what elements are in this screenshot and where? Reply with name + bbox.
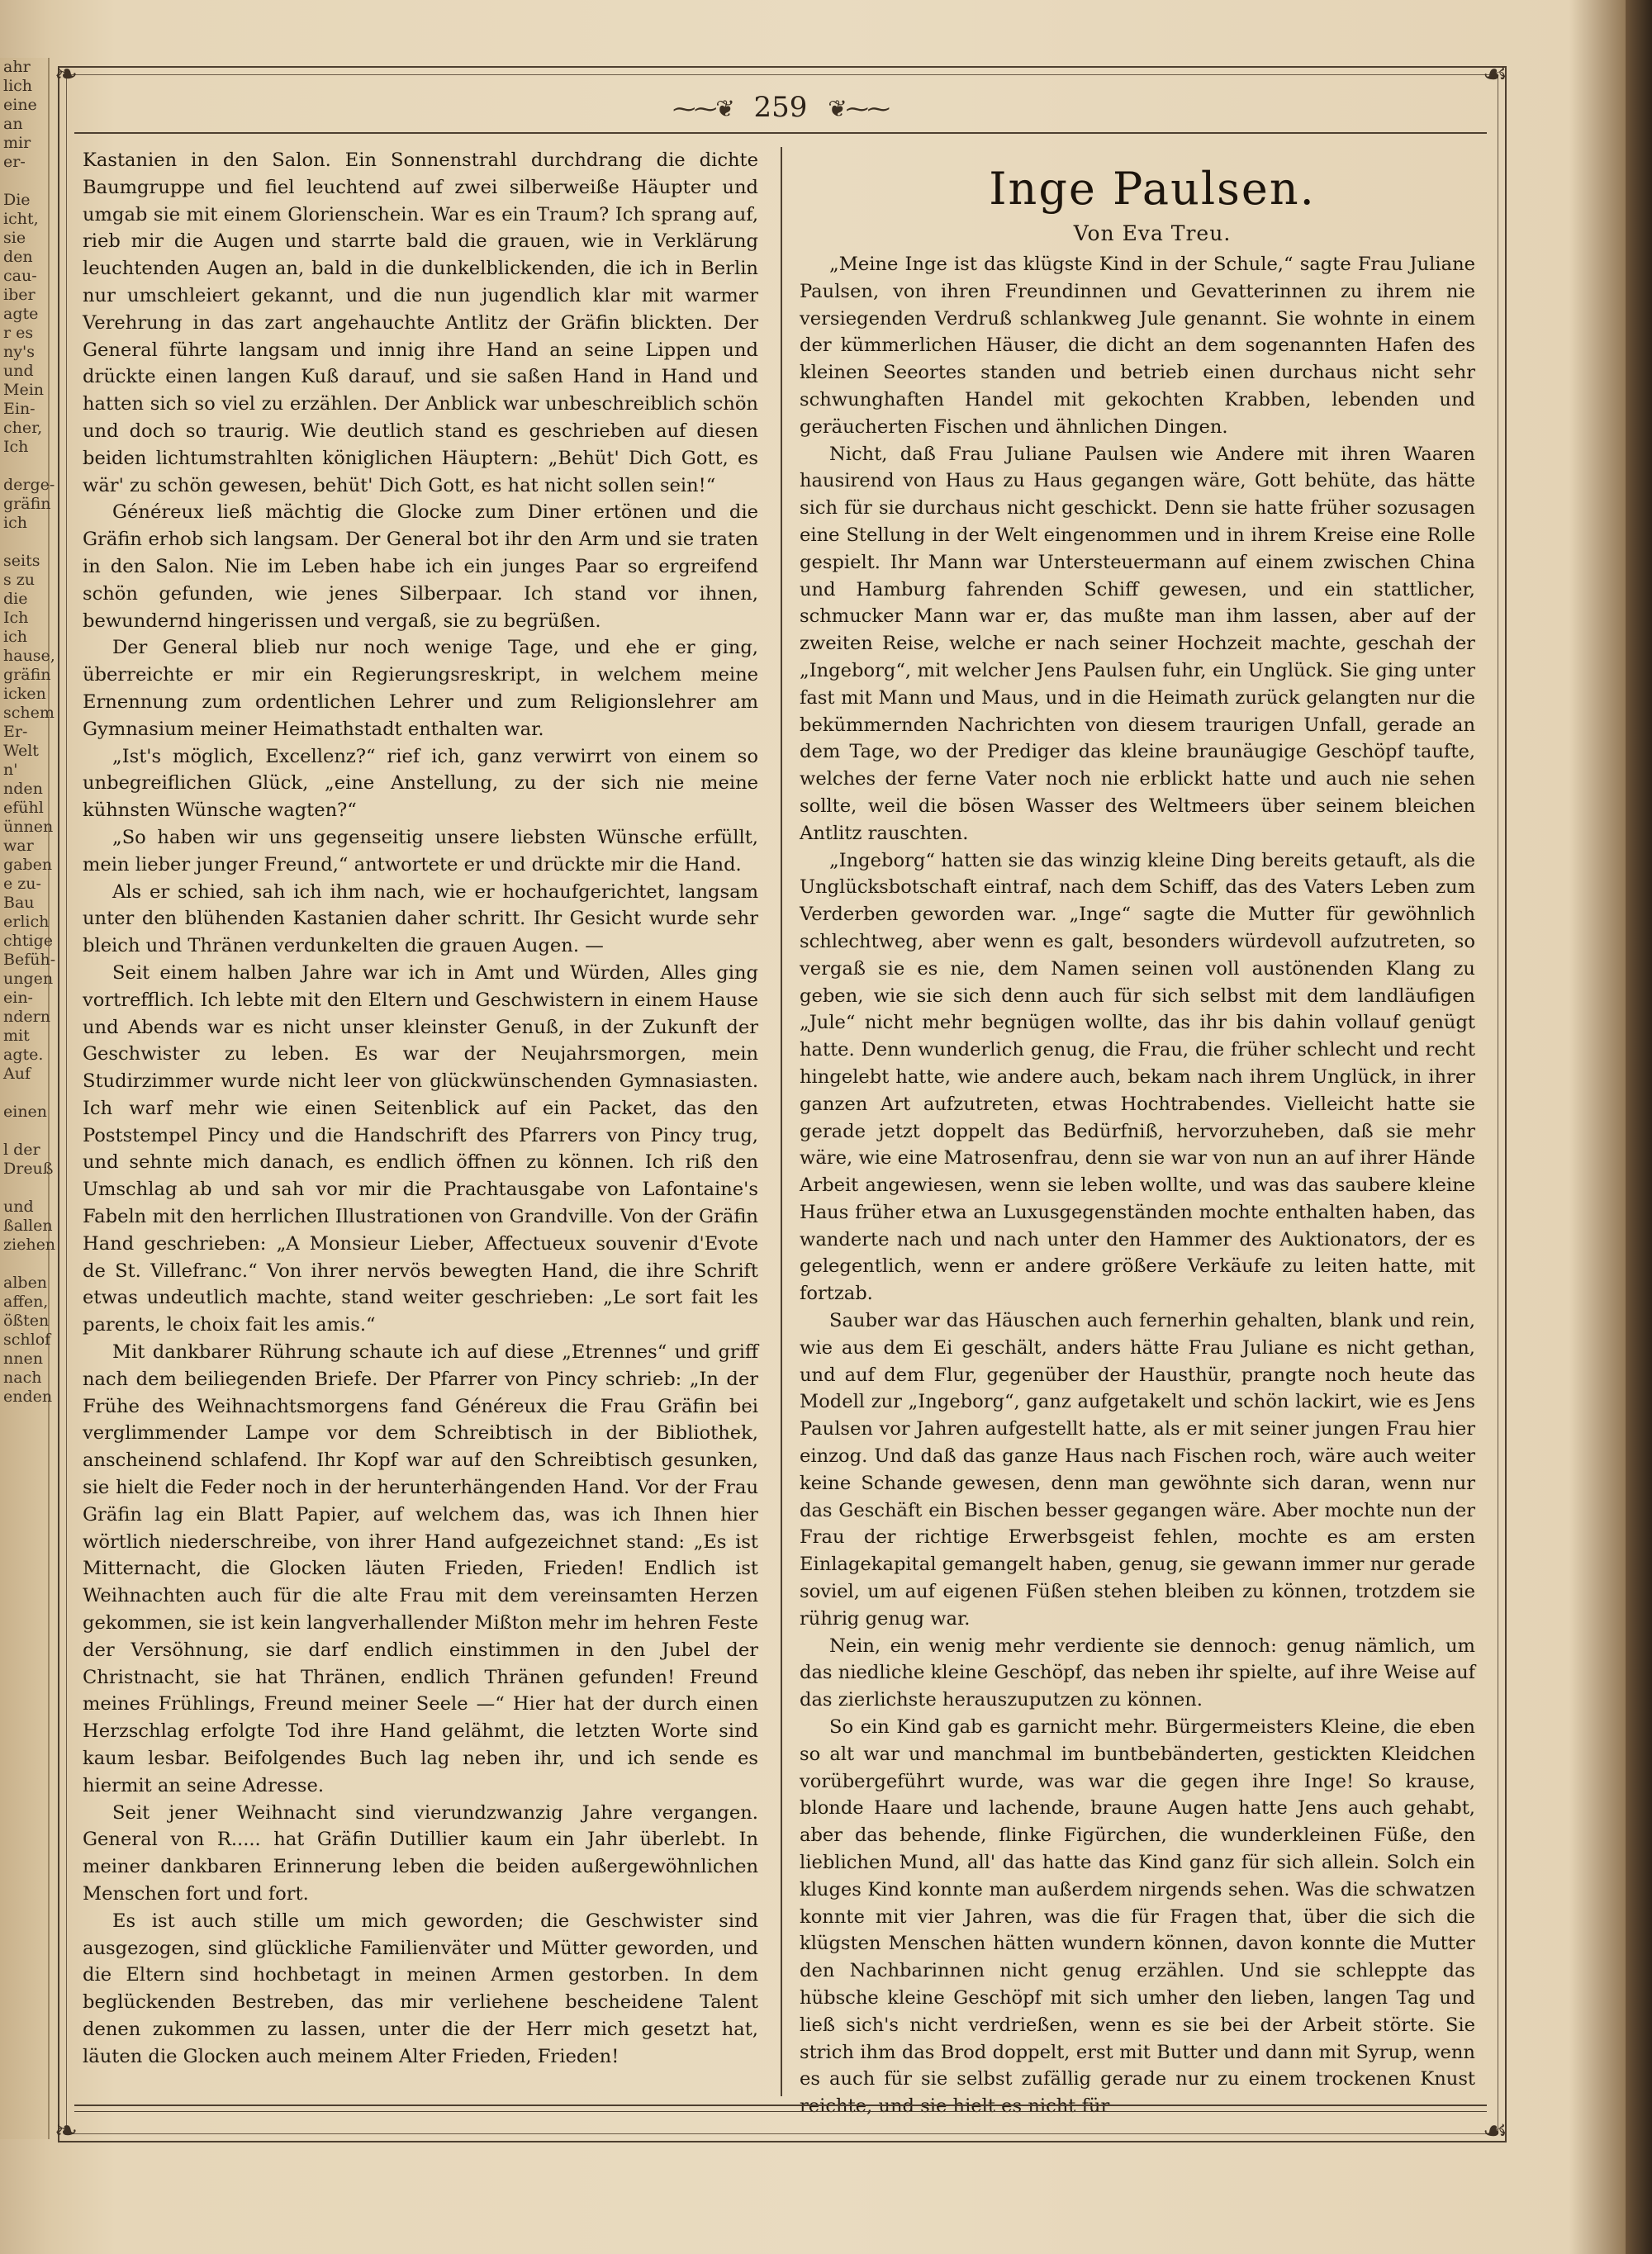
paragraph: Seit einem halben Jahre war ich in Amt und Würden, Alles ging vortrefflich. Ich lebte mit den Eltern und Geschwistern in einem Hause und Abends war es nicht unser kleinster Genuß, in der Zukunft der Geschwister zu leben. Es war der Neujahrsmorgen, mein Studirzimmer wurde nicht leer von glückwünschenden Gymnasiasten. Ich warf mehr wie einen Seitenblick auf ein Packet, das den Poststempel Pincy und die Handschrift des Pfarrers von Pincy trug, und sehnte mich danach, es endlich öffnen zu können. Ich riß den Umschlag ab und sah vor mir die Prachtausgabe von Lafontaine's Fabeln mit den herrlichen Illustrationen von Grandville. Von der Gräfin Hand geschrieben: „A Monsieur Lieber, Affectueux souvenir d'Evote de St. Villefranc.“ Von ihrer nervös bewegten Hand, die ihre Schrift etwas undeutlich machte, stand weiter geschrieben: „Le sort fait les parents, le choix fait les amis.“ xyxy=(83,961,758,1336)
paragraph: „So haben wir uns gegenseitig unsere liebsten Wünsche erfüllt, mein lieber junger Freund,“ antwortete er und drückte mir die Hand. xyxy=(83,826,758,876)
paragraph: Seit jener Weihnacht sind vierundzwanzig Jahre vergangen. General von R..... hat Gräfin Dutillier kaum ein Jahr überlebt. In meiner dankbaren Erinnerung leben die beiden außergewöhnlichen Menschen fort und fort. xyxy=(83,1801,758,1905)
paragraph: Sauber war das Häuschen auch fernerhin gehalten, blank und rein, wie aus dem Ei geschält, anders hätte Frau Juliane es nicht gethan, und auf dem Flur, gegenüber der Hausthür, prangte noch heute das Modell zur „Ingeborg“, ganz aufgetakelt und schön lackirt, wie es Jens Paulsen vor Jahren aufgestellt hatte, als er mit seiner jungen Frau hier einzog. Und daß das ganze Haus nach Fischen roch, wäre auch weiter keine Schande gewesen, denn man gewöhnte sich daran, wenn nur das Geschäft ein Bischen besser gegangen wäre. Aber mochte nun der Frau der richtige Erwerbsgeist fehlen, mochte es am ersten Einlagekapital gemangelt haben, genug, sie gewann immer nur gerade soviel, um auf eigenen Füßen stehen bleiben zu können, trotzdem sie rührig genug war. xyxy=(800,1310,1475,1630)
margin-fragment: efühl xyxy=(3,799,44,817)
corner-ornament-icon: ❧ xyxy=(54,2114,78,2147)
paragraph: So ein Kind gab es garnicht mehr. Bürgermeisters Kleine, die eben so alt war und manchmal im buntbebänderten, gestickten Kleidchen vorübergeführt wurde, was war die gegen ihre Inge! So krause, blonde Haare und lachende, braune Augen hatte Jens auch gehabt, aber das behende, flinke Figürchen, die wunderkleinen Füße, den lieblichen Mund, all' das hatte das Kind ganz für sich allein. Solch ein kluges Kind konnte man außerdem nirgends sehen. Was die schwatzen konnte mit vier Jahren, was die für Fragen that, über die sich die klügsten Menschen hätten wundern können, davon konnte die Mutter den Nachbarinnen nicht genug erzählen. Und sie schleppte das hübsche kleine Geschöpf mit sich umher den lieben, langen Tag und ließ sich's nicht verdrießen, wenn es sie bei der Arbeit störte. Sie strich ihm das Brod doppelt, erst mit Butter und dann mit Syrup, wenn es auch für sie selbst zufällig gerade nur zu einem trockenen Knust reichte, und sie hielt es nicht für xyxy=(800,1716,1475,2118)
margin-fragment: eine xyxy=(3,96,37,114)
margin-fragment xyxy=(3,172,45,191)
article-byline: Von Eva Treu. xyxy=(1073,221,1232,245)
margin-fragment: ny's xyxy=(3,343,35,361)
margin-fragment: Ich xyxy=(3,438,29,456)
margin-fragment: er- xyxy=(3,153,26,171)
margin-fragment: ich xyxy=(3,628,27,646)
margin-fragment: Bau xyxy=(3,894,35,912)
margin-fragment xyxy=(3,533,45,552)
margin-fragment: Auf xyxy=(3,1065,31,1083)
margin-fragment: sie xyxy=(3,229,26,247)
margin-fragment: und xyxy=(3,362,34,380)
margin-fragment: mit xyxy=(3,1027,30,1045)
margin-fragment: e zu- xyxy=(3,875,41,893)
paragraph: Es ist auch stille um mich geworden; die Geschwister sind ausgezogen, sind glückliche Familienväter und Mütter geworden, und die Eltern sind hochbetagt in meinen Armen gestorben. In dem beglückenden Bestreben, das mir verliehene bescheidene Talent denen zukommen zu lassen, unter die der Herr mich gesetzt hat, läuten die Glocken auch meinem Alter Frieden, Frieden! xyxy=(83,1910,758,2067)
margin-fragment: ich xyxy=(3,514,27,532)
margin-fragment: Er- xyxy=(3,723,28,741)
margin-fragment: ßallen xyxy=(3,1217,53,1235)
margin-fragment: l der xyxy=(3,1141,40,1159)
margin-fragment: schlof xyxy=(3,1331,51,1349)
margin-fragment: Die xyxy=(3,191,31,209)
margin-fragment: und xyxy=(3,1198,34,1216)
margin-fragment xyxy=(3,1084,45,1103)
margin-fragment: Mein xyxy=(3,381,45,399)
bottom-rule xyxy=(74,2105,1487,2112)
paragraph: Généreux ließ mächtig die Glocke zum Diner ertönen und die Gräfin erhob sich langsam. Der General bot ihr den Arm und sie traten in den Salon. Nie im Leben habe ich ein junges Paar so ergreifend schön gefunden, wie jenes Silberpaar. Ich stand vor ihnen, bewundernd hingerissen und vergaß, sie zu begrüßen. xyxy=(83,501,758,632)
margin-fragment: gräfin xyxy=(3,495,51,513)
margin-fragment: affen, xyxy=(3,1293,49,1311)
margin-fragment: Welt xyxy=(3,742,39,760)
margin-fragment: icht, xyxy=(3,210,39,228)
margin-fragment: derge- xyxy=(3,476,55,494)
paragraph: Nein, ein wenig mehr verdiente sie dennoch: genug nämlich, um das niedliche kleine Geschöpf, das neben ihr spielte, auf ihre Weise auf das zierlichste herauszuputzen zu können. xyxy=(800,1635,1475,1711)
corner-ornament-icon: ☙ xyxy=(1482,2114,1508,2147)
margin-fragment xyxy=(3,457,45,476)
margin-fragment: alben xyxy=(3,1274,48,1292)
page-number: 259 xyxy=(753,91,808,124)
paragraph: Nicht, daß Frau Juliane Paulsen wie Andere mit ihren Waaren hausirend von Haus zu Haus gegangen wäre, Gott behüte, das hätte sich für sie durchaus nicht geschickt. Denn sie hatte früher sozusagen eine Stellung in der Welt eingenommen und in ihrem Kreise eine Rolle gespielt. Ihr Mann war Untersteuermann auf einem zwischen China und Hamburg fahrenden Schiff gewesen, und ein stattlicher, schmucker Mann war er, das mußte man ihm lassen, aber auf der zweiten Reise, welche er nach seiner Hochzeit machte, geschah der „Ingeborg“, mit welcher Jens Paulsen fuhr, ein Unglück. Sie ging unter fast mit Mann und Maus, und in die Heimath zurück gelangten nur die bekümmernden Nachrichten von diesem traurigen Unfall, gerade an dem Tage, wo der Prediger das kleine braunäugige Geschöpf taufte, welches der ferne Vater noch nie erblickt hatte und auch nie sehen sollte, weil die bösen Wasser des Weltmeers über seinem bleichen Antlitz rauschten. xyxy=(800,443,1475,844)
margin-fragment: mir xyxy=(3,134,31,152)
margin-fragment: agte xyxy=(3,305,39,323)
margin-fragment: war xyxy=(3,837,34,855)
margin-fragment xyxy=(3,1255,45,1274)
paragraph: „Meine Inge ist das klügste Kind in der Schule,“ sagte Frau Juliane Paulsen, von ihren Freundinnen und Gevatterinnen zu ihrem nie versiegenden Verdruß schlankweg Jule genannt. Sie wohnte in einem der kümmerlichen Häuser, die dicht an dem sogenannten Hafen des kleinen Seeortes standen und betrieb einen durchaus nicht sehr schwunghaften Handel mit gekochten Krabben, lebenden und geräucherten Fischen und ähnlichen Dingen. xyxy=(800,254,1475,438)
margin-fragment: ungen xyxy=(3,970,54,988)
margin-fragment: ndern xyxy=(3,1008,50,1026)
margin-fragment: einen xyxy=(3,1103,48,1121)
margin-fragment: ößten xyxy=(3,1312,50,1330)
margin-fragment: an xyxy=(3,115,23,133)
margin-fragment: gaben xyxy=(3,856,53,874)
margin-fragment: iber xyxy=(3,286,36,304)
paragraph: „Ingeborg“ hatten sie das winzig kleine Ding bereits getauft, als die Unglücksbotschaft eintraf, nach dem Schiff, das des Vaters Leben zum Verderben geworden war. „Inge“ sagte die Mutter für gewöhnlich schlechtweg, aber wenn es galt, besonders würdevoll aufzutreten, so vergaß sie es nie, dem Namen seinen voll austönenden Klang zu geben, wie sie sich denn auch für sich selbst mit dem landläufigen „Jule“ nicht mehr begnügen wollte, das ihr bis dahin vollauf genügt hatte. Denn wunderlich genug, die Frau, die früher schlecht und recht hingelebt hatte, wie andere auch, bekam nach ihrem Unglück, in ihrer ganzen Art aufzutreten, etwas Hochtrabendes. Vielleicht hatte sie gerade jetzt doppelt das Bedürfniß, hervorzuheben, daß sie mehr wäre, wie eine Matrosenfrau, denn sie war von nun an auf ihrer Hände Arbeit angewiesen, wenn sie leben wollte, und was das saubere kleine Haus früher etwa an Luxusgegenständen mochte enthalten haben, das wanderte nach und nach unter den Hammer des Auktionators, der es gelegentlich, wenn er andere größere Verkäufe zu leiten hatte, mit fortzab. xyxy=(800,849,1475,1305)
paragraph: Kastanien in den Salon. Ein Sonnenstrahl durchdrang die dichte Baumgruppe und fiel leuchtend auf zwei silberweiße Häupter und umgab sie mit einem Glorienschein. War es ein Traum? Ich sprang auf, rieb mir die Augen und starrte bald die grauen, wie in Verklärung leuchtenden Augen an, bald in die dunkelblickenden, die ich in Berlin nur umschleiert gekannt, und die nun jugendlich klar mit warmer Verehrung in das zart angehauchte Antlitz der Gräfin blickten. Der General führte langsam und innig ihre Hand an seine Lippen und drückte einen langen Kuß darauf, und sie saßen Hand in Hand und hatten sich so viel zu erzählen. Der Anblick war unbeschreiblich schön und doch so traurig. Wie deutlich stand es geschrieben auf diesen beiden lichtumstrahlten königlichen Häuptern: „Behüt' Dich Gott, es wär' zu schön gewesen, behüt' Dich Gott, es hat nicht sollen sein!“ xyxy=(83,149,758,496)
page-header xyxy=(74,91,1487,134)
margin-fragment: n' xyxy=(3,761,18,779)
margin-fragment: die xyxy=(3,590,28,608)
margin-fragment: Ich xyxy=(3,609,29,627)
margin-fragment: seits xyxy=(3,552,40,570)
margin-fragment: r es xyxy=(3,324,34,342)
margin-fragment: hause, xyxy=(3,647,55,665)
paragraph: „Ist's möglich, Excellenz?“ rief ich, ganz verwirrt von einem so unbegreiflichen Glück, „eine Anstellung, zu der sich nie meine kühnsten Wünsche wagten?“ xyxy=(83,745,758,822)
margin-fragment: enden xyxy=(3,1388,53,1406)
margin-fragment: cau- xyxy=(3,267,37,285)
margin-fragment: lich xyxy=(3,77,33,95)
previous-page-edge xyxy=(0,58,56,2139)
margin-fragment: Ein- xyxy=(3,400,36,418)
column-divider xyxy=(781,147,782,2096)
margin-fragment: gräfin xyxy=(3,666,51,684)
margin-fragment: Dreuß xyxy=(3,1160,54,1178)
margin-fragment: s zu xyxy=(3,571,36,589)
margin-fragment: nden xyxy=(3,780,43,798)
margin-fragment: ahr xyxy=(3,58,31,76)
header-ornament-right: ❦⁓⁓ xyxy=(828,95,889,122)
article-title: Inge Paulsen. xyxy=(989,163,1316,215)
corner-ornament-icon: ☙ xyxy=(1482,58,1508,91)
margin-fragment: Befüh- xyxy=(3,951,56,969)
margin-fragment xyxy=(3,1122,45,1141)
margin-fragment: nnen xyxy=(3,1350,43,1368)
paragraph: Mit dankbarer Rührung schaute ich auf diese „Etrennes“ und griff nach dem beiliegenden Briefe. Der Pfarrer von Pincy schrieb: „In der Frühe des Weihnachtsmorgens fand Généreux die Frau Gräfin bei verglimmender Lampe vor dem Schreibtisch in der Bibliothek, anscheinend schlafend. Ihr Kopf war auf den Schreibtisch gesunken, sie hielt die Feder noch in der herunterhängenden Hand. Vor der Frau Gräfin lag ein Blatt Papier, auf welchem das, was ich Ihnen hier wörtlich niederschreibe, von ihrer Hand aufgezeichnet stand: „Es ist Mitternacht, die Glocken läuten Frieden, Frieden! Endlich ist Weihnachten auch für die alte Frau mit dem vereinsamten Herzen gekommen, sie ist kein langverhallender Mißton mehr im hehren Feste der Versöhnung, sie darf endlich einstimmen in den Jubel der Christnacht, sie hat Thränen, endlich Thränen gefunden! Freund meines Frühlings, Freund meiner Seele —“ Hier hat der durch einen Herzschlag erfolgte Tod ihre Hand gelähmt, die letzten Worte sind kaum lesbar. Beifolgendes Buch lag neben ihr, und ich sende es hiermit an seine Adresse. xyxy=(83,1341,758,1796)
paragraph: Der General blieb nur noch wenige Tage, und ehe er ging, überreichte er mir ein Regierungsreskript, in welchem meine Ernennung zum ordentlichen Lehrer und zum Religionslehrer am Gymnasium meiner Heimathstadt enthalten war. xyxy=(83,637,758,740)
margin-fragment xyxy=(3,1179,45,1198)
corner-ornament-icon: ❧ xyxy=(54,58,78,91)
margin-fragment: ein- xyxy=(3,989,33,1007)
margin-fragment: ünnen xyxy=(3,818,54,836)
margin-fragment: erlich xyxy=(3,913,50,931)
paragraph: Als er schied, sah ich ihm nach, wie er hochaufgerichtet, langsam unter den blühenden Kastanien daher schritt. Ihr Gesicht wurde sehr bleich und Thränen verdunkelten die grauen Augen. — xyxy=(83,880,758,957)
margin-fragment: nach xyxy=(3,1369,42,1387)
margin-fragment: agte. xyxy=(3,1046,44,1064)
header-ornament-left: ⁓⁓❦ xyxy=(672,95,733,122)
margin-fragment: chtige xyxy=(3,932,53,950)
margin-fragment: cher, xyxy=(3,419,43,437)
margin-fragment: icken xyxy=(3,685,46,703)
right-column xyxy=(800,162,1475,2120)
left-column xyxy=(83,147,758,2071)
binding-shadow xyxy=(1626,0,1652,2254)
margin-fragment: schem xyxy=(3,704,55,722)
margin-fragment: ziehen xyxy=(3,1236,56,1254)
margin-fragment: den xyxy=(3,248,33,266)
